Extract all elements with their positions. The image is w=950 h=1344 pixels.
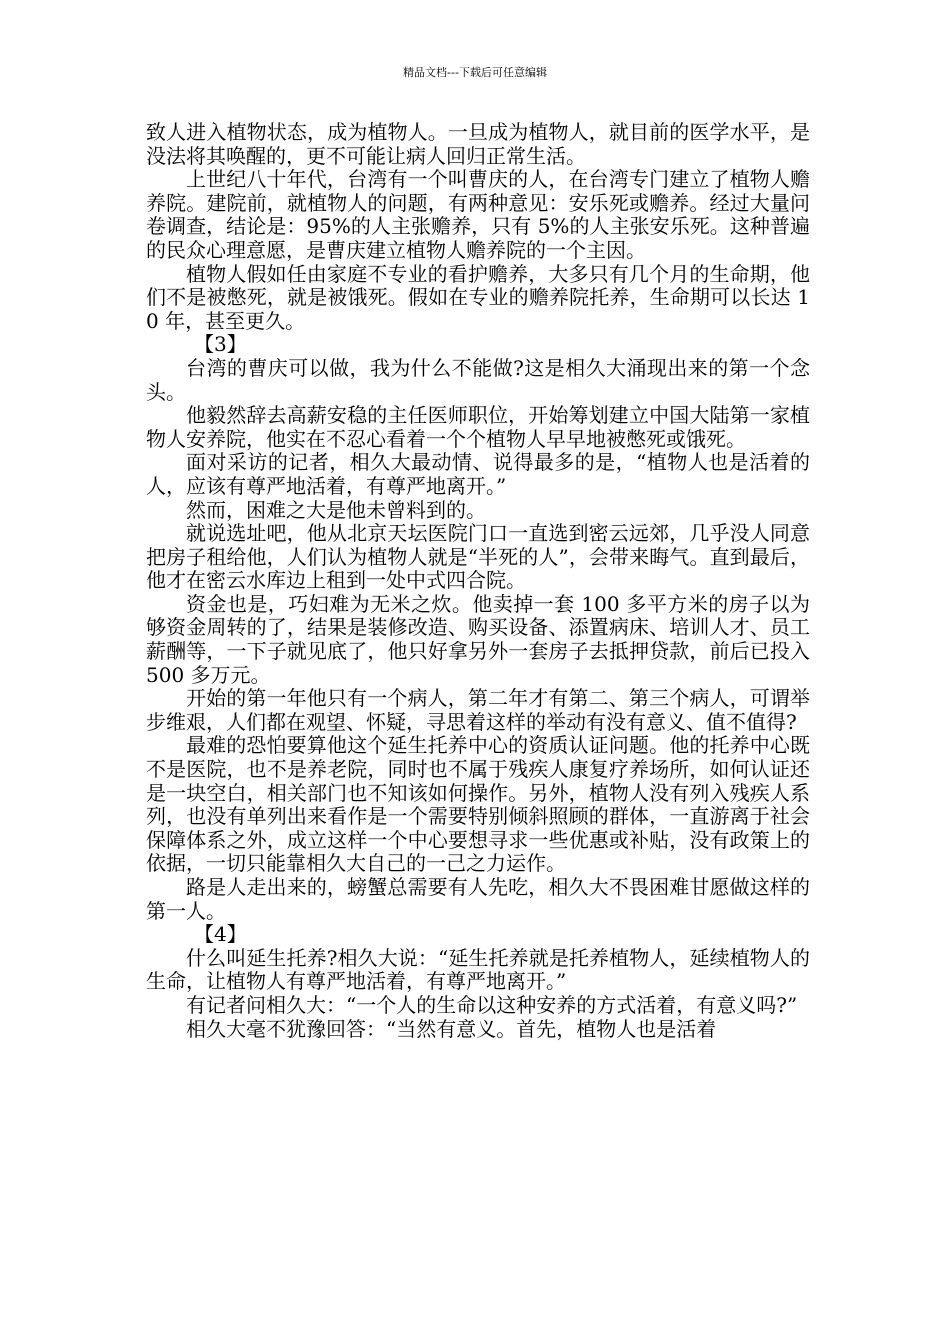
paragraph: 上世纪八十年代，台湾有一个叫曹庆的人，在台湾专门建立了植物人赡养院。建院前，就植物人的问题，有两种意见：安乐死或赡养。经过大量问卷调查，结论是：95%的人主张赡养，只有 5%的人主张安乐死。这种普遍的民众心理意愿，是曹庆建立植物人赡养院的一个主因。 xyxy=(146,167,810,262)
paragraph: 就说选址吧，他从北京天坛医院门口一直选到密云远郊，几乎没人同意把房子租给他，人们认为植物人就是“半死的人”，会带来晦气。直到最后，他才在密云水库边上租到一处中式四合院。 xyxy=(146,521,810,593)
section-heading: 【3】 xyxy=(194,332,247,357)
paragraph: 开始的第一年他只有一个病人，第二年才有第二、第三个病人，可谓举步维艰，人们都在观望、怀疑，寻思着这样的举动有没有意义、值不值得? xyxy=(146,686,810,734)
paragraph: 然而，困难之大是他未曾料到的。 xyxy=(186,497,486,522)
paragraph: 面对采访的记者，相久大最动情、说得最多的是，“植物人也是活着的人，应该有尊严地活着，有尊严地离开。” xyxy=(146,450,810,498)
paragraph: 有记者问相久大：“一个人的生命以这种安养的方式活着，有意义吗?” xyxy=(186,992,798,1017)
section-heading: 【4】 xyxy=(194,922,247,947)
paragraph: 植物人假如任由家庭不专业的看护赡养，大多只有几个月的生命期，他们不是被憋死，就是被饿死。假如在专业的赡养院托养，生命期可以长达 10 年，甚至更久。 xyxy=(146,261,810,333)
paragraph: 致人进入植物状态，成为植物人。一旦成为植物人，就目前的医学水平，是没法将其唤醒的，更不可能让病人回归正常生活。 xyxy=(146,120,810,168)
document-body xyxy=(146,121,810,1041)
paragraph: 他毅然辞去高薪安稳的主任医师职位，开始筹划建立中国大陆第一家植物人安养院，他实在不忍心看着一个个植物人早早地被憋死或饿死。 xyxy=(146,403,810,451)
paragraph: 资金也是，巧妇难为无米之炊。他卖掉一套 100 多平方米的房子以为够资金周转的了，结果是装修改造、购买设备、添置病床、培训人才、员工薪酬等，一下子就见底了，他只好拿另外一套房子去抵押贷款，前后已投入 500 多万元。 xyxy=(146,591,810,687)
paragraph: 最难的恐怕要算他这个延生托养中心的资质认证问题。他的托养中心既不是医院，也不是养老院，同时也不属于残疾人康复疗养场所，如何认证还是一块空白，相关部门也不知该如何操作。另外，植物人没有列入残疾人系列，也没有单列出来看作是一个需要特别倾斜照顾的群体，一直游离于社会保障体系之外，成立这样一个中心要想寻求一些优惠或补贴，没有政策上的依据，一切只能靠相久大自己的一己之力运作。 xyxy=(146,733,810,876)
paragraph: 台湾的曹庆可以做，我为什么不能做?这是相久大涌现出来的第一个念头。 xyxy=(146,355,810,404)
paragraph: 相久大毫不犹豫回答：“当然有意义。首先，植物人也是活着 xyxy=(186,1016,717,1041)
page-header: 精品文档---下载后可任意编辑 xyxy=(403,66,547,79)
paragraph: 什么叫延生托养?相久大说：“延生托养就是托养植物人，延续植物人的生命，让植物人有尊严地活着，有尊严地离开。” xyxy=(146,945,810,994)
paragraph: 路是人走出来的，螃蟹总需要有人先吃，相久大不畏困难甘愿做这样的第一人。 xyxy=(146,875,810,923)
